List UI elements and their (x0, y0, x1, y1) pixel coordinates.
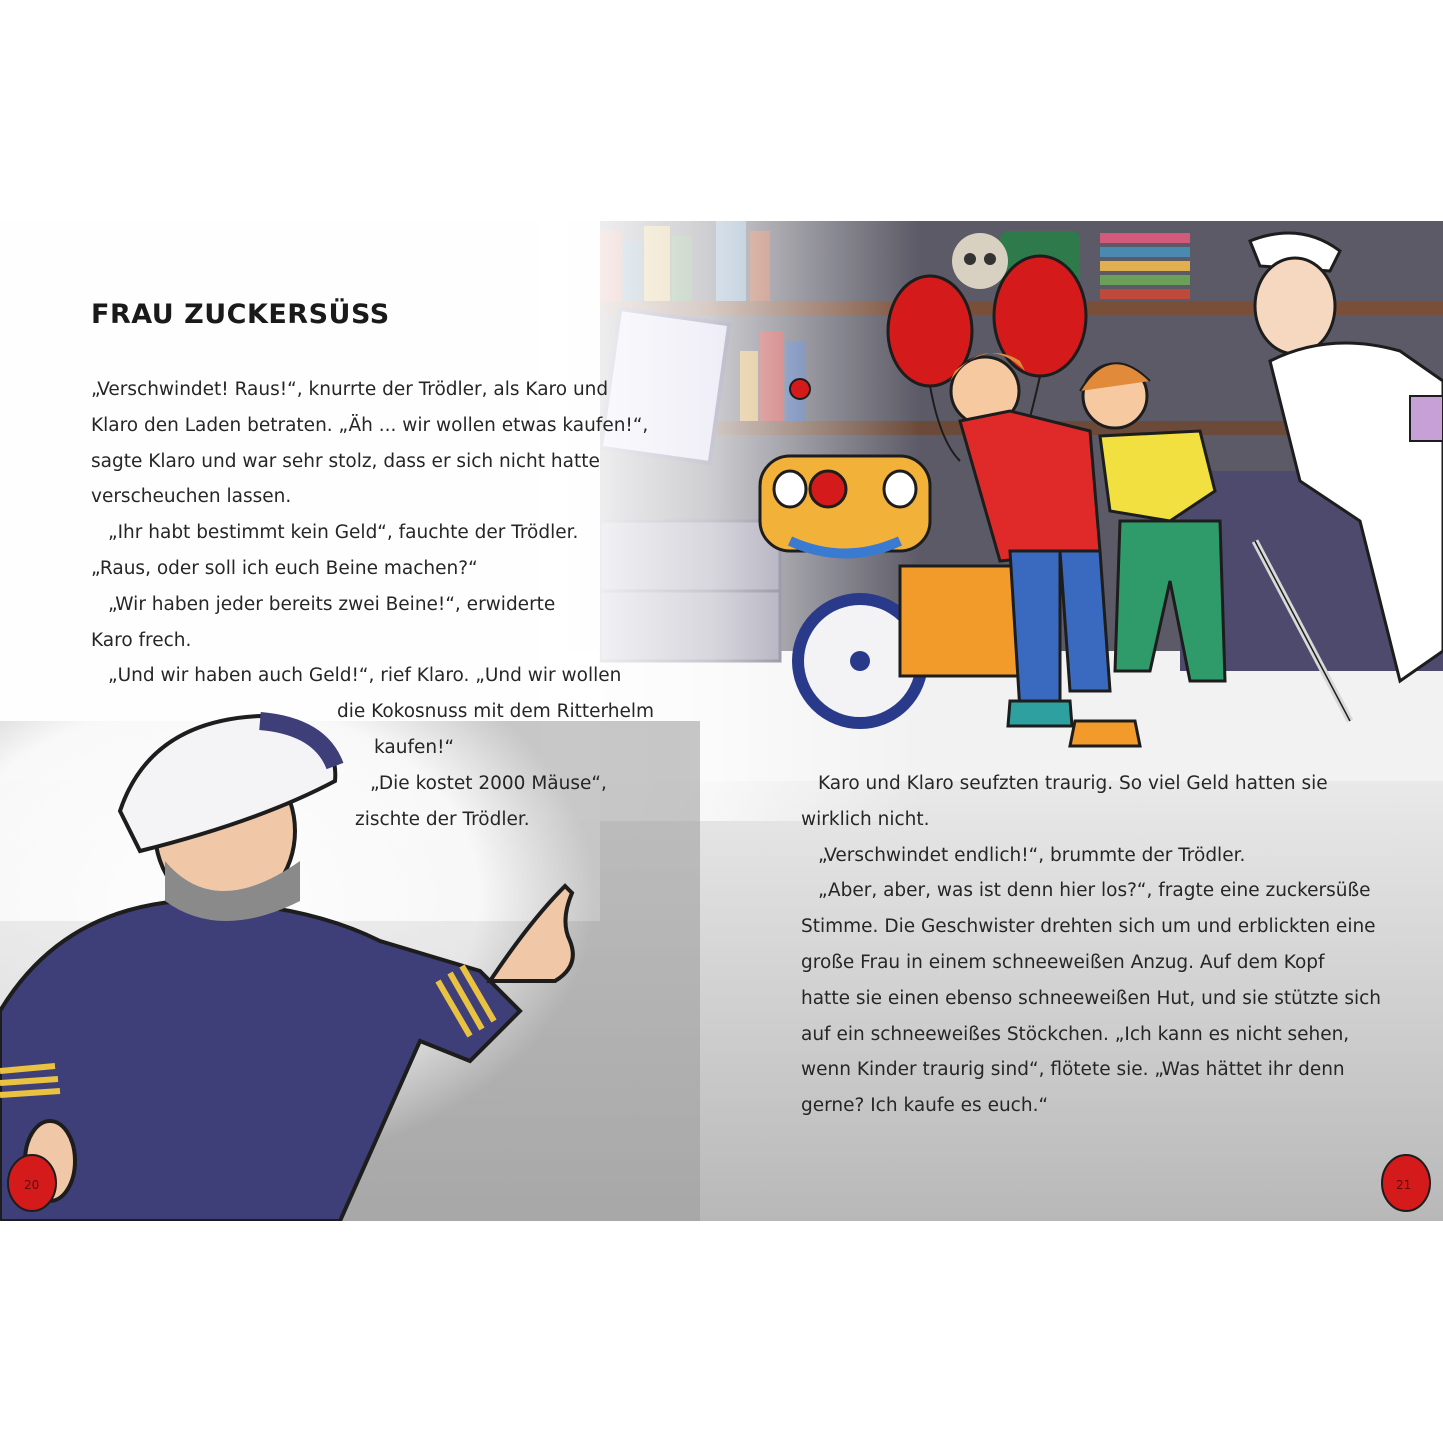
page-number-balloon-left (8, 1155, 56, 1211)
text-line: „Verschwindet endlich!“, brummte der Trödler. (818, 844, 1246, 866)
text-line: Karo frech. (91, 629, 192, 651)
right-page-text (801, 766, 1381, 1124)
left-page-text (91, 372, 654, 837)
text-line: zischte der Trödler. (355, 808, 530, 830)
page-number-right: 21 (1396, 1178, 1412, 1192)
text-line: „Aber, aber, was ist denn hier los?“, fragte eine zuckersüße (818, 880, 1371, 902)
text-line: kaufen!“ (374, 736, 455, 758)
text-line: „Verschwindet! Raus!“, knurrte der Trödler, als Karo und (91, 379, 609, 400)
text-line: „Und wir haben auch Geld!“, rief Klaro. „Und wir wollen (108, 665, 622, 687)
text-line: verscheuchen lassen. (91, 486, 292, 508)
text-line: große Frau in einem schneeweißen Anzug. Auf dem Kopf (801, 951, 1325, 973)
text-line: wenn Kinder traurig sind“, flötete sie. „Was hättet ihr denn (801, 1059, 1345, 1081)
text-line: wirklich nicht. (801, 808, 930, 830)
text-line: „Raus, oder soll ich euch Beine machen?“ (91, 557, 478, 579)
text-line: die Kokosnuss mit dem Ritterhelm (337, 701, 655, 723)
text-line: „Ihr habt bestimmt kein Geld“, fauchte der Trödler. (108, 522, 579, 544)
page-number-balloon-right (1382, 1155, 1430, 1211)
text-line: auf ein schneeweißes Stöckchen. „Ich kann es nicht sehen, (801, 1023, 1350, 1045)
text-line: sagte Klaro und war sehr stolz, dass er sich nicht hatte (91, 450, 600, 472)
text-line: Karo und Klaro seufzten traurig. So viel Geld hatten sie (818, 773, 1328, 794)
text-line: gerne? Ich kaufe es euch.“ (801, 1095, 1049, 1117)
text-line: Stimme. Die Geschwister drehten sich um und erblickten eine (801, 916, 1376, 938)
page-number-left: 20 (24, 1178, 40, 1192)
text-line: hatte sie einen ebenso schneeweißen Hut, und sie stützte sich (801, 987, 1382, 1009)
text-line: „Wir haben jeder bereits zwei Beine!“, erwiderte (108, 593, 556, 615)
book-spread (0, 221, 1443, 1221)
text-line: Klaro den Laden betraten. „Äh ... wir wollen etwas kaufen!“, (91, 414, 649, 436)
chapter-title: FRAU ZUCKERSÜSS (91, 299, 390, 330)
text-line: „Die kostet 2000 Mäuse“, (370, 772, 607, 794)
